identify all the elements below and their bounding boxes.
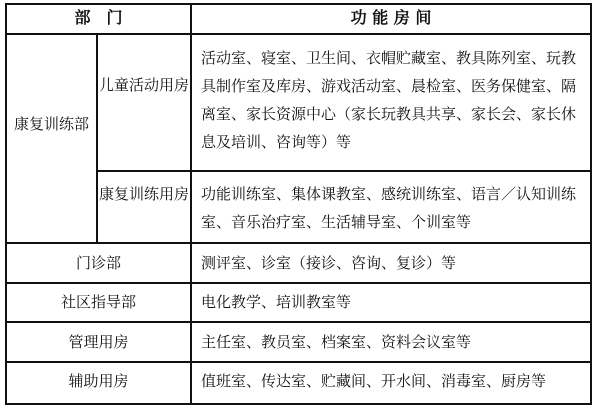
department-guanli-label: [7, 328, 190, 356]
row-divider-shequ-end: [5, 321, 592, 323]
rooms-shequ: [201, 288, 587, 316]
rooms-guanli: [201, 328, 587, 356]
rooms-children-activities-text: 活动室、寝室、卫生间、衣帽贮藏室、教具陈列室、玩教具制作室及库房、游戏活动室、晨检室、医务保健室、隔离室、家长资源中心（家长玩教具共享、家长会、家长休息及培训、咨询等）等: [201, 49, 577, 151]
rooms-fuzhu: [201, 367, 587, 395]
row-divider-kangfu-subgroup: [96, 170, 592, 172]
rooms-guanli-text: 主任室、教员室、档案室、资料会议室等: [201, 333, 472, 351]
department-fuzhu-label: [7, 367, 190, 395]
rooms-rehab-training: [201, 180, 587, 238]
department-kangfu-text: 康复训练部: [13, 115, 89, 133]
column-divider-main: [190, 3, 192, 405]
rooms-children-activities: [201, 44, 587, 168]
header-function-rooms-text: 功 能 房 间: [350, 8, 432, 27]
row-divider-menzhen-end: [5, 282, 592, 284]
department-fuzhu-text: 辅助用房: [68, 372, 129, 390]
subgroup-rehab-training-label: [98, 181, 190, 237]
department-menzhen-label: [7, 249, 190, 277]
department-guanli-text: 管理用房: [68, 333, 129, 351]
subgroup-children-activities-label: [98, 72, 190, 128]
rooms-rehab-training-text: 功能训练室、集体课教室、感统训练室、语言／认知训练室、音乐治疗室、生活辅导室、个训室等: [201, 185, 577, 231]
department-shequ-text: 社区指导部: [60, 293, 136, 311]
department-shequ-label: [7, 288, 190, 316]
rooms-shequ-text: 电化教学、培训教室等: [201, 293, 352, 311]
header-department: [7, 4, 190, 33]
department-kangfu-label: [7, 112, 96, 168]
rooms-fuzhu-text: 值班室、传达室、贮藏间、开水间、消毒室、厨房等: [201, 372, 547, 390]
header-department-text: 部 门: [74, 8, 123, 27]
subgroup-children-activities-text: 儿童活动用房: [98, 76, 189, 94]
subgroup-rehab-training-text: 康复训练用房: [98, 185, 189, 203]
rooms-menzhen: [201, 249, 587, 277]
header-function-rooms: [192, 4, 590, 33]
row-divider-header: [5, 33, 592, 35]
row-divider-kangfu-end: [5, 242, 592, 244]
department-menzhen-text: 门诊部: [75, 254, 121, 272]
row-divider-guanli-end: [5, 361, 592, 363]
rooms-menzhen-text: 测评室、诊室（接诊、咨询、复诊）等: [201, 254, 457, 272]
